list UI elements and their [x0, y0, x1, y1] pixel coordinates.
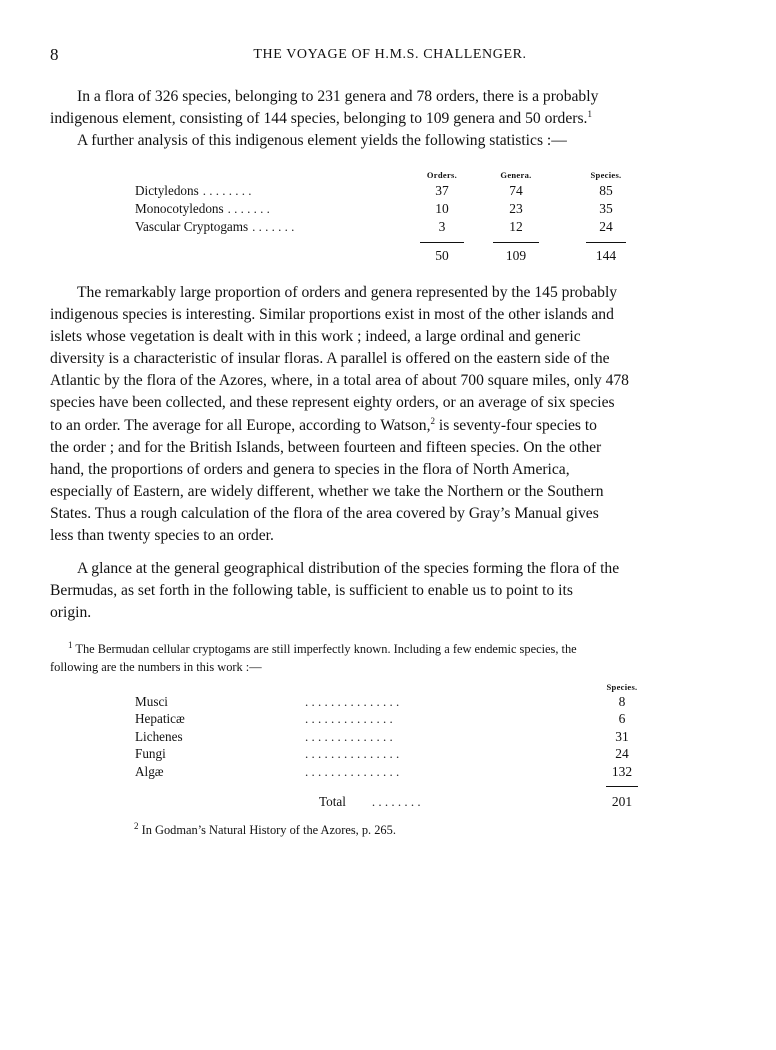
table-row — [135, 200, 651, 218]
text-line-content: to an order. The average for all Europe, according to Watson, — [50, 416, 431, 434]
text-line: hand, the proportions of orders and genera to species in the flora of North America, — [50, 460, 570, 478]
row-label: Algæ — [135, 763, 164, 779]
totals-row — [135, 248, 651, 264]
footnote-marker: 2 — [134, 820, 139, 831]
footnote-1 — [50, 640, 730, 676]
column-header-species: Species. — [590, 170, 622, 180]
cell-species: 132 — [611, 763, 633, 779]
total-orders: 50 — [435, 248, 449, 263]
total-rule — [420, 242, 464, 243]
footnote-line — [50, 821, 730, 839]
table-row — [135, 711, 639, 729]
text-line: diversity is a characteristic of insular floras. A parallel is offered on the eastern side of the — [50, 350, 610, 368]
statistics-table — [135, 168, 651, 264]
table-row — [135, 763, 639, 781]
row-label: Vascular Cryptogams — [135, 219, 249, 234]
leader-dots: . . . . . . . — [227, 201, 270, 216]
total-rule — [606, 786, 638, 787]
total-genera: 109 — [505, 248, 527, 263]
text-line — [50, 415, 730, 437]
cell-orders: 37 — [435, 183, 449, 198]
table-row — [135, 182, 651, 200]
text-line-content: is seventy-four species to — [435, 416, 597, 434]
footnote-ref: 2 — [430, 415, 436, 426]
text-line: A glance at the general geographical distribution of the species forming the flora of the — [77, 560, 620, 577]
leader-dots: . . . . . . . . — [371, 793, 421, 809]
cell-genera: 23 — [509, 201, 523, 216]
leader-dots: . . . . . . . . . . . . . . . — [305, 746, 400, 762]
cell-species: 8 — [618, 693, 626, 709]
cell-species: 24 — [599, 219, 613, 234]
text-line: Atlantic by the flora of the Azores, where, in a total area of about 700 square miles, only 478 — [50, 372, 629, 390]
total-label: Total — [319, 793, 346, 809]
leader-dots: . . . . . . . . . . . . . . — [305, 728, 393, 744]
footnote-marker: 1 — [68, 639, 73, 650]
row-label: Hepaticæ — [135, 711, 185, 727]
cell-orders: 10 — [435, 201, 449, 216]
row-label: Musci — [135, 693, 168, 709]
running-title: THE VOYAGE OF H.M.S. CHALLENGER. — [253, 47, 527, 62]
row-label: Lichenes — [135, 728, 183, 744]
text-line: especially of Eastern, are widely different, whether we take the Northern or the Southern — [50, 482, 604, 500]
text-line: less than twenty species to an order. — [50, 527, 274, 545]
row-label: Dictyledons — [135, 183, 199, 198]
footnote-text: In Godman’s Natural History of the Azores, p. 265. — [141, 823, 396, 837]
text-line: species have been collected, and these represent eighty orders, or an average of six species — [50, 394, 615, 412]
column-header-orders: Orders. — [426, 170, 458, 180]
cell-species: 31 — [615, 728, 629, 744]
row-label: Fungi — [135, 746, 166, 762]
totals-row — [135, 793, 639, 811]
text-line: A further analysis of this indigenous element yields the following statistics :— — [77, 132, 567, 150]
footnote-line — [50, 640, 730, 658]
cell-species: 24 — [615, 746, 629, 762]
cryptogam-table — [135, 681, 639, 811]
text-line-content: indigenous element, consisting of 144 species, belonging to 109 genera and 50 orders. — [50, 110, 588, 128]
column-header-species: Species. — [606, 682, 638, 692]
footnote-ref: 1 — [587, 108, 592, 119]
cell-species: 35 — [599, 201, 613, 216]
paragraph-distribution — [50, 558, 730, 624]
text-line: Bermudas, as set forth in the following table, is sufficient to enable us to point to its — [50, 582, 573, 600]
leader-dots: . . . . . . . . . . . . . . . — [305, 763, 400, 779]
text-line: origin. — [50, 604, 92, 622]
text-line — [50, 108, 730, 130]
total-species: 144 — [595, 248, 617, 263]
page-header — [50, 45, 730, 69]
text-line: the order ; and for the British Islands, between fourteen and fifteen species. On the other — [50, 438, 602, 456]
cell-species: 6 — [618, 711, 626, 727]
column-header-genera: Genera. — [500, 170, 532, 180]
table-row — [135, 218, 651, 236]
leader-dots: . . . . . . . . . . . . . . — [305, 711, 393, 727]
cell-genera: 12 — [509, 219, 523, 234]
leader-dots: . . . . . . . — [252, 219, 295, 234]
total-species: 201 — [611, 793, 633, 809]
table-row — [135, 746, 639, 764]
total-rule — [586, 242, 626, 243]
table-row — [135, 728, 639, 746]
table-row — [135, 693, 639, 711]
footnote-text: The Bermudan cellular cryptogams are still imperfectly known. Including a few endemic species, the — [75, 642, 577, 656]
cell-orders: 3 — [438, 219, 446, 234]
page-number: 8 — [50, 45, 59, 64]
paragraph-proportions — [50, 282, 730, 547]
leader-dots: . . . . . . . . — [202, 183, 252, 198]
text-line: The remarkably large proportion of orders and genera represented by the 145 probably — [77, 284, 618, 301]
row-label: Monocotyledons — [135, 201, 224, 216]
cell-genera: 74 — [509, 183, 523, 198]
text-line: States. Thus a rough calculation of the flora of the area covered by Gray’s Manual gives — [50, 504, 599, 522]
footnote-2 — [50, 821, 730, 839]
total-rule — [493, 242, 539, 243]
text-line: indigenous species is interesting. Similar proportions exist in most of the other islands and — [50, 306, 614, 324]
leader-dots: . . . . . . . . . . . . . . . — [305, 693, 400, 709]
text-line: islets whose vegetation is dealt with in this work ; indeed, a large ordinal and generic — [50, 328, 581, 346]
paragraph-intro — [50, 86, 730, 152]
cell-species: 85 — [599, 183, 613, 198]
text-line: In a flora of 326 species, belonging to 231 genera and 78 orders, there is a probably — [77, 88, 599, 105]
footnote-line: following are the numbers in this work :— — [50, 660, 262, 674]
total-cell — [305, 793, 605, 811]
